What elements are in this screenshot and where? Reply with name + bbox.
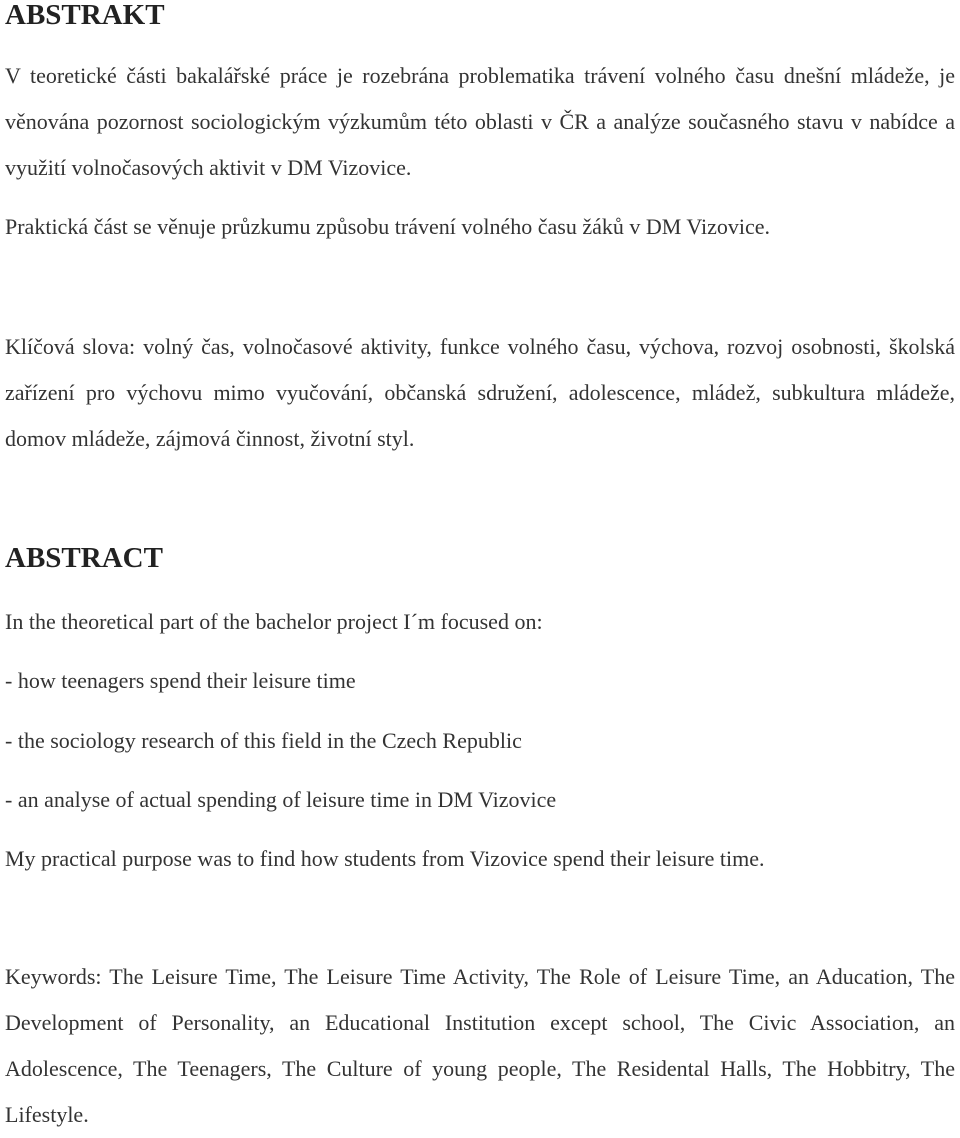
abstract-item: - an analyse of actual spending of leisure time in DM Vizovice <box>5 787 557 812</box>
abstrakt-heading: ABSTRAKT <box>5 0 165 31</box>
abstract-purpose: My practical purpose was to find how students from Vizovice spend their leisure time. <box>5 846 765 871</box>
abstract-item: - how teenagers spend their leisure time <box>5 668 356 693</box>
abstrakt-text: V teoretické části bakalářské práce je rozebrána problematika trávení volného času dnešní mládeže, je věnována pozornost sociologickým výzkumům této oblasti v ČR a analýze současného stavu v nabídce a využití volnočasových aktivit v DM Vizovice. <box>5 63 955 180</box>
abstract-keywords: Keywords: The Leisure Time, The Leisure Time Activity, The Role of Leisure Time, an Aducation, The Development of Personality, an Educational Institution except school, The Civic Association, an Adolescence, The Teenagers, The Culture of young people, The Residental Halls, The Hobbitry, The Lifestyle. <box>5 964 955 1127</box>
abstrakt-practical: Praktická část se věnuje průzkumu způsobu trávení volného času žáků v DM Vizovice. <box>5 214 770 239</box>
abstract-heading: ABSTRACT <box>5 542 163 574</box>
abstract-item: - the sociology research of this field in the Czech Republic <box>5 728 522 753</box>
abstract-intro: In the theoretical part of the bachelor project I´m focused on: <box>5 609 543 634</box>
abstrakt-keywords: Klíčová slova: volný čas, volnočasové aktivity, funkce volného času, výchova, rozvoj osobnosti, školská zařízení pro výchovu mimo vyučování, občanská sdružení, adolescence, mládež, subkultura mládeže, domov mládeže, zájmová činnost, životní styl. <box>5 334 955 451</box>
